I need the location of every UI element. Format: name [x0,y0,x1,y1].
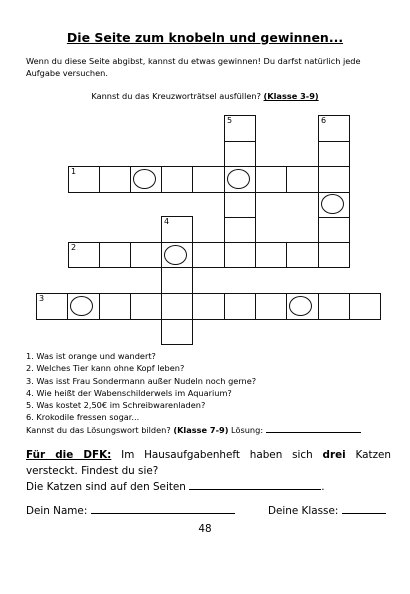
crossword-cell[interactable] [255,242,287,268]
clue-number-5: 5 [227,116,233,125]
clue-number-1: 1 [71,167,77,176]
clue-number-2: 2 [71,243,77,252]
crossword-cell[interactable] [255,293,287,320]
dfk-text-after: Katzen versteckt. Findest du sie? [26,449,392,477]
solution-circle [164,245,187,265]
clue-item: 1. Was ist orange und wandert? [26,351,156,361]
name-label: Dein Name: [26,505,88,517]
crossword-cell solution-cell[interactable] [67,293,100,320]
solution-label: Lösung: [231,424,264,435]
crossword-cell[interactable] [349,293,381,320]
crossword-cell solution-cell[interactable] [318,191,350,218]
solution-question: Kannst du das Lösungswort bilden? [26,424,171,435]
clue-number-6: 6 [321,116,327,125]
crossword-cell[interactable] [318,217,350,244]
crossword-cell[interactable] [318,115,350,142]
crossword-cell[interactable] [318,242,350,268]
crossword-cell[interactable] [318,141,350,168]
crossword-cell[interactable] [99,242,131,268]
crossword-cell[interactable] [192,293,225,320]
page-title: Die Seite zum knobeln und gewinnen... [66,30,344,45]
page-number: 48 [198,523,212,535]
clue-number-4: 4 [164,217,170,226]
crossword-cell solution-cell[interactable] [286,293,319,320]
intro-text: Wenn du diese Seite abgibst, kannst du etwas gewinnen! Du darfst natürlich jede Aufgabe versuchen. [26,56,361,78]
crossword-cell[interactable] [286,166,319,193]
crossword-cell[interactable] [318,166,350,193]
clue-item: 3. Was isst Frau Sondermann außer Nudeln noch gerne? [26,375,257,386]
crossword-cell[interactable] [130,293,162,320]
dfk-label: Für die DFK: [26,449,112,461]
name-input-line[interactable] [91,503,235,514]
crossword-cell[interactable] [224,293,256,320]
crossword-cell[interactable] [318,293,350,320]
solution-circle [133,169,156,189]
solution-circle [227,169,250,189]
crossword-cell[interactable] [192,242,225,268]
name-field [26,503,235,517]
solution-circle [70,296,93,316]
crossword-cell[interactable] [224,242,256,268]
crossword-cell[interactable] [161,267,193,294]
crossword-grade: (Klasse 3-9) [263,91,319,101]
crossword-cell[interactable] [161,166,193,193]
crossword-cell solution-cell[interactable] [130,166,162,193]
solution-circle [289,296,312,316]
clue-item: 4. Wie heißt der Wabenschilderwels im Aquarium? [26,387,232,398]
crossword-cell[interactable] [224,115,256,142]
crossword-cell[interactable] [286,242,319,268]
clue-item: 2. Welches Tier kann ohne Kopf leben? [26,363,185,374]
crossword-cell[interactable] [99,166,131,193]
dfk-section: Für die DFK: Im Hausaufgabenheft haben sich drei Katzen versteckt. Findest du sie? Die Katzen sind auf den Seiten . [26,449,392,493]
crossword-question-text: Kannst du das Kreuzworträtsel ausfüllen? [91,91,261,101]
crossword-cell[interactable] [68,166,100,193]
crossword-cell[interactable] [255,166,287,193]
crossword-cell[interactable] [99,293,131,320]
dfk-text-before: Im Hausaufgabenheft haben sich [121,449,313,461]
crossword-cell[interactable] [161,319,193,345]
pages-input-line[interactable] [189,479,321,490]
class-label: Deine Klasse: [268,505,339,517]
class-field [268,503,386,517]
clue-list [26,350,361,436]
dfk-emphasis: drei [322,449,346,461]
solution-row [26,424,361,436]
crossword-cell[interactable] [192,166,225,193]
crossword-cell[interactable] [130,242,162,268]
solution-input-line[interactable] [266,424,361,433]
crossword-cell[interactable] [161,216,193,243]
crossword-cell[interactable] [224,191,256,218]
crossword-cell[interactable] [161,293,193,320]
crossword-cell[interactable] [36,293,68,320]
crossword-cell[interactable] [68,242,100,268]
clue-number-3: 3 [39,294,45,303]
clue-item: 6. Krokodile fressen sogar... [26,412,140,423]
dfk-pages-label: Die Katzen sind auf den Seiten [26,481,186,493]
solution-circle [321,194,344,214]
solution-grade: (Klasse 7-9) [173,424,229,435]
crossword-cell[interactable] [224,141,256,168]
crossword-cell solution-cell[interactable] [224,166,256,193]
class-input-line[interactable] [342,503,386,514]
clue-item: 5. Was kostet 2,50€ im Schreibwarenladen? [26,400,206,411]
crossword-cell[interactable] [224,217,256,244]
crossword-question [0,91,410,101]
crossword-cell solution-cell[interactable] [161,242,193,268]
